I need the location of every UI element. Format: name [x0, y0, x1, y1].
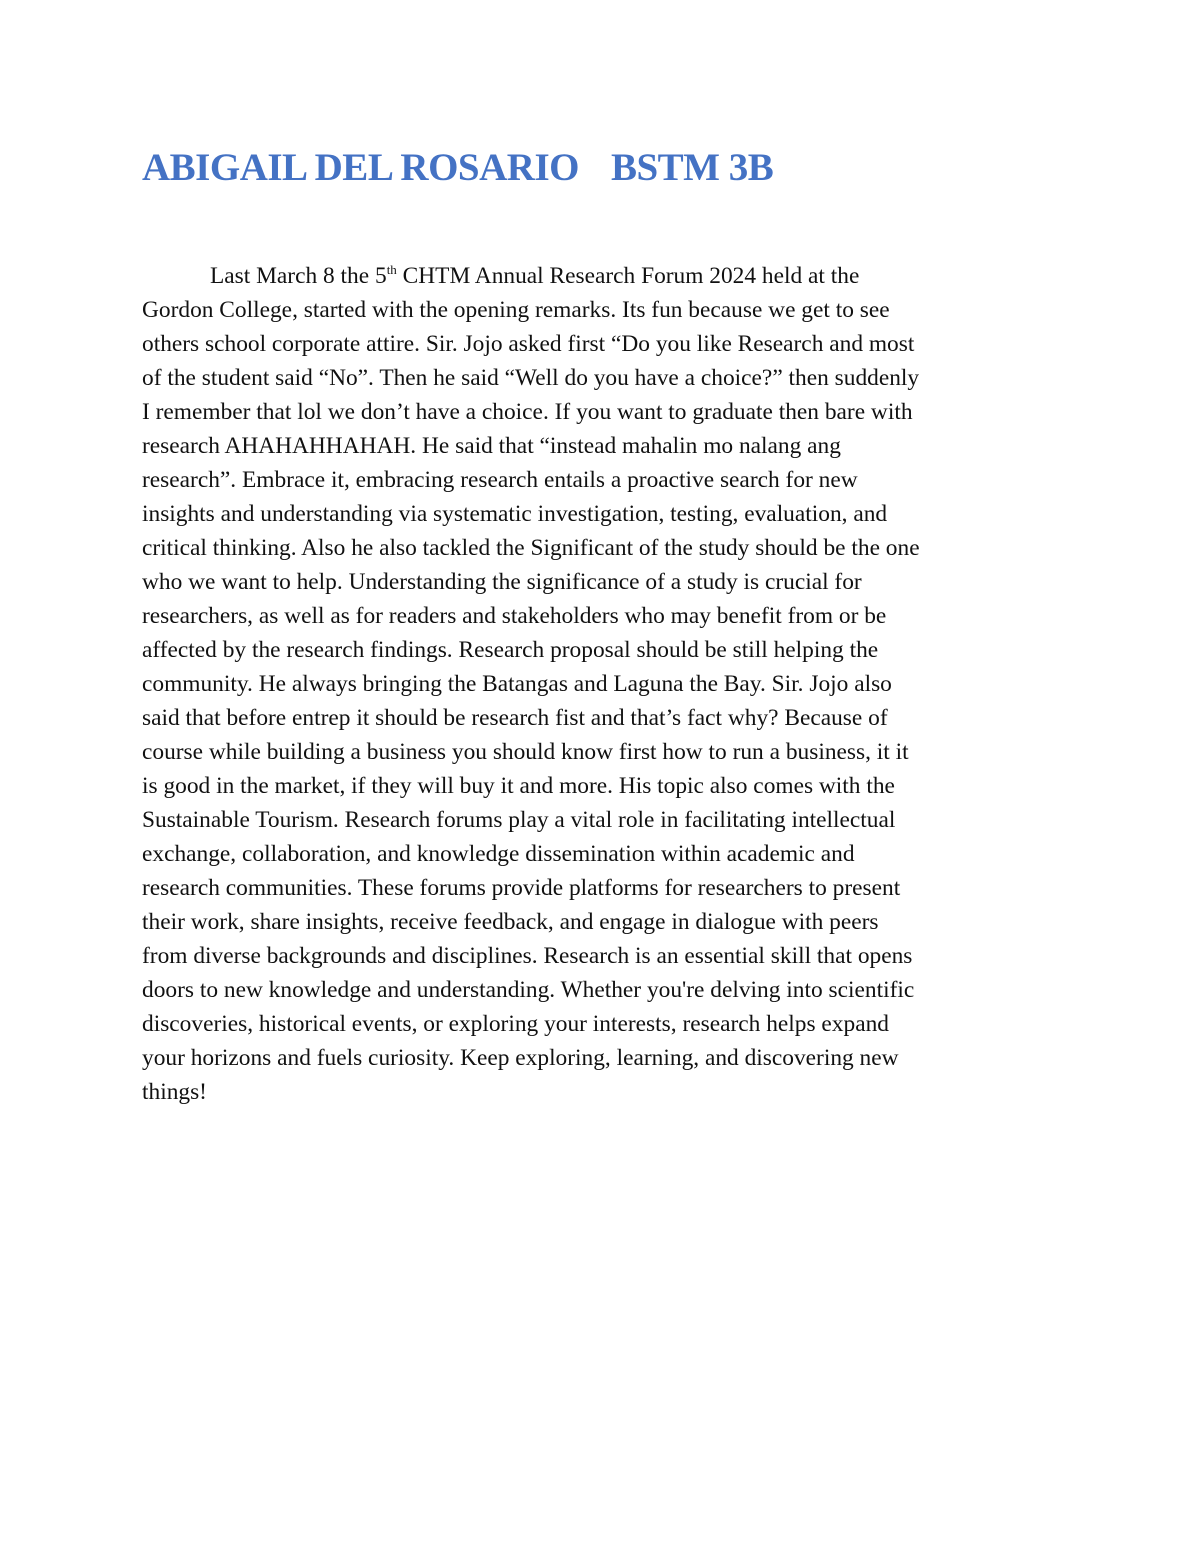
paragraph-line: research”. Embrace it, embracing research entails a proactive search for new	[142, 467, 858, 493]
paragraph-line: things!	[142, 1079, 207, 1105]
paragraph-line: Gordon College, started with the opening remarks. Its fun because we get to see	[142, 297, 890, 323]
paragraph-line: insights and understanding via systematic investigation, testing, evaluation, and	[142, 501, 888, 527]
student-name: ABIGAIL DEL ROSARIO	[142, 146, 579, 189]
ordinal-superscript: th	[386, 262, 397, 277]
paragraph-line: researchers, as well as for readers and stakeholders who may benefit from or be	[142, 603, 887, 629]
paragraph-line: I remember that lol we don’t have a choice. If you want to graduate then bare with	[142, 399, 913, 425]
document-heading	[142, 142, 773, 194]
paragraph-line: exchange, collaboration, and knowledge dissemination within academic and	[142, 841, 855, 867]
paragraph-line: course while building a business you should know first how to run a business, it it	[142, 739, 909, 765]
paragraph-line: their work, share insights, receive feedback, and engage in dialogue with peers	[142, 909, 879, 935]
paragraph-line: is good in the market, if they will buy it and more. His topic also comes with the	[142, 773, 895, 799]
class-section: BSTM 3B	[610, 146, 774, 189]
paragraph-line: doors to new knowledge and understanding. Whether you're delving into scientific	[142, 977, 915, 1003]
paragraph-line: affected by the research findings. Research proposal should be still helping the	[142, 637, 879, 663]
paragraph-line: research AHAHAHHAHAH. He said that “instead mahalin mo nalang ang	[142, 433, 841, 459]
paragraph-line: Last March 8 the 5th CHTM Annual Research Forum 2024 held at the	[210, 262, 860, 289]
paragraph-line: said that before entrep it should be research fist and that’s fact why? Because of	[142, 705, 888, 731]
paragraph-line: community. He always bringing the Batangas and Laguna the Bay. Sir. Jojo also	[142, 671, 892, 697]
paragraph-line: your horizons and fuels curiosity. Keep exploring, learning, and discovering new	[142, 1045, 899, 1071]
paragraph-line: of the student said “No”. Then he said “Well do you have a choice?” then suddenly	[142, 365, 920, 391]
paragraph-line: discoveries, historical events, or exploring your interests, research helps expand	[142, 1011, 889, 1037]
reflection-paragraph	[142, 259, 1057, 1109]
paragraph-line: who we want to help. Understanding the significance of a study is crucial for	[142, 569, 862, 595]
paragraph-line: critical thinking. Also he also tackled the Significant of the study should be the one	[142, 535, 920, 561]
paragraph-line: Sustainable Tourism. Research forums play a vital role in facilitating intellectual	[142, 807, 896, 833]
paragraph-line: from diverse backgrounds and disciplines. Research is an essential skill that opens	[142, 943, 913, 969]
paragraph-line: others school corporate attire. Sir. Jojo asked first “Do you like Research and most	[142, 331, 915, 357]
paragraph-line: research communities. These forums provide platforms for researchers to present	[142, 875, 901, 901]
